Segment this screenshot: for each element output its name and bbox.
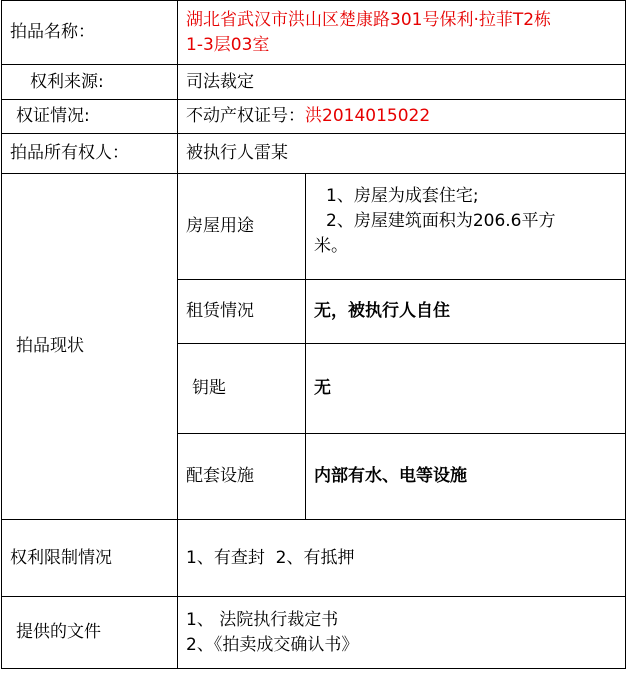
facilities-label: 配套设施	[178, 434, 306, 520]
restriction-label: 权利限制情况	[2, 520, 178, 597]
owner-label: 拍品所有权人：	[2, 134, 178, 174]
lease-value: 无，被执行人自住	[306, 280, 626, 344]
certificate-label: 权证情况:	[2, 100, 178, 134]
usage-line1: 1、房屋为成套住宅;	[326, 186, 479, 206]
documents-line1: 1、 法院执行裁定书	[186, 609, 339, 630]
documents-value	[178, 597, 626, 669]
key-value: 无	[306, 344, 626, 434]
item-name-label: 拍品名称：	[2, 1, 178, 65]
certificate-prefix: 不动产权证号：	[186, 106, 305, 126]
item-name-value	[178, 1, 626, 65]
usage-value	[306, 174, 626, 280]
status-label: 拍品现状	[2, 174, 178, 520]
certificate-number: 洪2014015022	[305, 106, 431, 126]
restriction-value	[178, 520, 626, 597]
lease-label: 租赁情况	[178, 280, 306, 344]
rights-source-value: 司法裁定	[178, 65, 626, 100]
restriction-text: 1、有查封 2、有抵押	[186, 547, 355, 568]
row-item-name	[2, 1, 626, 65]
owner-value: 被执行人雷某	[178, 134, 626, 174]
row-owner	[2, 134, 626, 174]
usage-line3: 米。	[314, 236, 348, 256]
row-usage	[2, 174, 626, 280]
usage-line2: 2、房屋建筑面积为206.6平方	[326, 211, 556, 231]
item-name-line1: 湖北省武汉市洪山区楚康路301号保利·拉菲T2栋	[186, 9, 552, 30]
key-label: 钥匙	[178, 344, 306, 434]
usage-label: 房屋用途	[178, 174, 306, 280]
row-documents	[2, 597, 626, 669]
rights-source-label: 权利来源:	[2, 65, 178, 100]
documents-line2: 2、《拍卖成交确认书》	[186, 634, 359, 655]
facilities-value: 内部有水、电等设施	[306, 434, 626, 520]
row-restriction	[2, 520, 626, 597]
certificate-value	[178, 100, 626, 134]
row-rights-source	[2, 65, 626, 100]
auction-info-table	[1, 0, 626, 669]
item-name-line2: 1-3层03室	[186, 34, 270, 55]
row-certificate	[2, 100, 626, 134]
documents-label: 提供的文件	[2, 597, 178, 669]
